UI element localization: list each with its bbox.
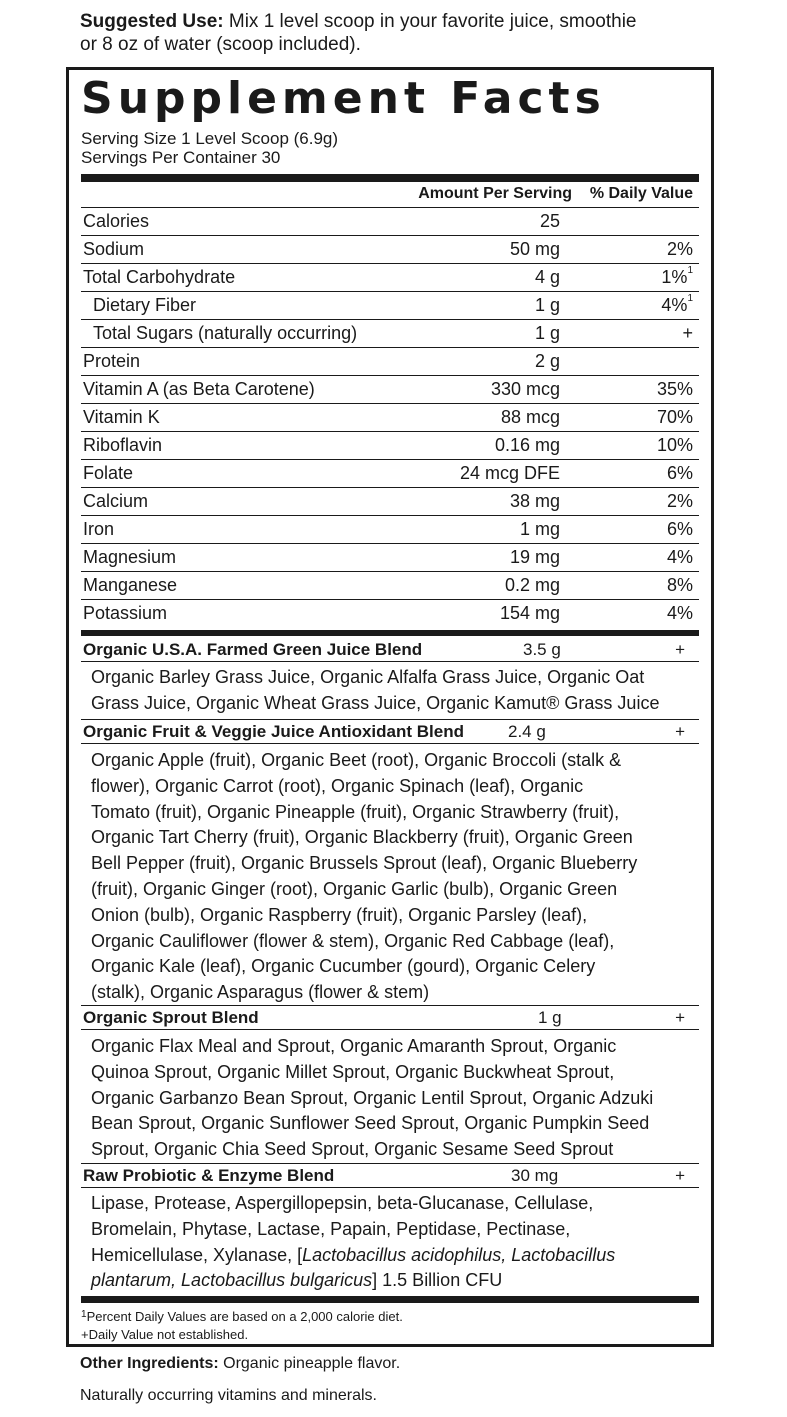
nutrient-row <box>81 572 699 600</box>
daily-value-text: 35% <box>656 379 693 399</box>
blend-name: Organic Fruit & Veggie Juice Antioxidant Blend <box>83 722 464 741</box>
nutrient-amount: 25 <box>539 211 560 231</box>
nutrient-name: Folate <box>83 463 134 483</box>
ingredient-text: ] 1.5 Billion CFU <box>372 1270 503 1291</box>
blend-ingredients <box>91 1191 697 1294</box>
daily-value-text: 2% <box>666 491 693 511</box>
ingredient-line: Bean Sprout, Organic Sunflower Seed Sprout, Organic Pumpkin Seed <box>91 1113 650 1134</box>
serving-size: Serving Size 1 Level Scoop (6.9g) <box>81 129 339 148</box>
nutrient-daily-value <box>661 267 693 288</box>
servings-per-container: Servings Per Container 30 <box>81 148 281 167</box>
daily-value-text: 70% <box>656 407 693 427</box>
panel-title: Supplement Facts <box>81 73 606 124</box>
other-ingredients-label: Other Ingredients: <box>80 1355 219 1372</box>
nutrient-name: Sodium <box>83 239 145 259</box>
blend-daily-value: + <box>675 1166 685 1185</box>
nutrient-amount: 1 g <box>534 295 560 315</box>
suggested-use <box>80 10 720 56</box>
nutrient-amount: 50 mg <box>509 239 560 259</box>
daily-value-text: 4% <box>666 603 693 623</box>
ingredient-line: Organic Cauliflower (flower & stem), Organic Red Cabbage (leaf), <box>91 930 615 951</box>
blend-header <box>81 1164 699 1188</box>
nutrient-row <box>81 320 699 348</box>
nutrient-amount: 330 mcg <box>490 379 560 399</box>
ingredient-line: Lipase, Protease, Aspergillopepsin, beta-Glucanase, Cellulase, <box>91 1193 594 1213</box>
nutrient-row <box>81 460 699 488</box>
nutrient-amount: 154 mg <box>499 603 560 623</box>
nutrient-row <box>81 348 699 376</box>
ingredient-line: Organic Garbanzo Bean Sprout, Organic Lentil Sprout, Organic Adzuki <box>91 1087 654 1108</box>
ingredient-line: Organic Tart Cherry (fruit), Organic Blackberry (fruit), Organic Green <box>91 827 633 848</box>
daily-value-text: 6% <box>666 463 693 483</box>
blend-ingredients <box>91 1034 697 1163</box>
daily-value-text: 6% <box>666 519 693 539</box>
blend-name: Organic Sprout Blend <box>83 1008 259 1027</box>
nutrient-amount: 0.16 mg <box>494 435 560 455</box>
footnote-2: +Daily Value not established. <box>81 1327 249 1342</box>
nutrient-daily-value <box>667 547 693 568</box>
nutrient-amount: 2 g <box>534 351 560 371</box>
nutrient-row <box>81 516 699 544</box>
nutrient-amount: 19 mg <box>509 547 560 567</box>
other-ingredients-text: Organic pineapple flavor. <box>218 1355 401 1372</box>
ingredient-line: Organic Kale (leaf), Organic Cucumber (gourd), Organic Celery <box>91 956 596 977</box>
nutrient-name: Iron <box>83 519 115 539</box>
ingredient-text: Hemicellulase, Xylanase, [ <box>91 1244 303 1265</box>
nutrient-row <box>81 404 699 432</box>
daily-value-text: + <box>682 323 693 343</box>
natural-note: Naturally occurring vitamins and minerals. <box>80 1387 377 1404</box>
nutrient-daily-value <box>667 463 693 484</box>
nutrient-amount: 24 mcg DFE <box>459 463 560 483</box>
nutrient-daily-value <box>667 575 693 596</box>
ingredient-line: Tomato (fruit), Organic Pineapple (fruit), Organic Strawberry (fruit), <box>91 801 620 822</box>
suggested-use-text: Mix 1 level scoop in your favorite juice, smoothie <box>223 11 637 32</box>
thick-divider-top <box>81 174 699 182</box>
ingredient-line: Organic Barley Grass Juice, Organic Alfalfa Grass Juice, Organic Oat <box>91 667 645 687</box>
ingredient-line: flower), Organic Carrot (root), Organic Spinach (leaf), Organic <box>91 775 584 796</box>
nutrient-row <box>81 488 699 516</box>
ingredient-text: Lactobacillus acidophilus, Lactobacillus <box>302 1244 616 1265</box>
suggested-use-line1 <box>80 10 720 33</box>
footnote-1-text: Percent Daily Values are based on a 2,000 calorie diet. <box>86 1309 403 1324</box>
nutrient-daily-value <box>682 323 693 344</box>
nutrient-daily-value <box>657 435 693 456</box>
ingredient-line: Grass Juice, Organic Wheat Grass Juice, Organic Kamut® Grass Juice <box>91 692 660 713</box>
footnote-1 <box>81 1308 403 1326</box>
ingredient-line <box>91 1243 697 1269</box>
blend-header <box>81 720 699 744</box>
nutrient-name: Protein <box>83 351 141 371</box>
nutrient-daily-value <box>657 407 693 428</box>
daily-value-text: 4% <box>666 547 693 567</box>
nutrient-daily-value <box>667 491 693 512</box>
blend-daily-value: + <box>675 640 685 659</box>
nutrient-daily-value <box>667 603 693 624</box>
nutrient-amount: 0.2 mg <box>504 575 560 595</box>
blend-header <box>81 1006 699 1030</box>
footnote-marker: 1 <box>687 293 693 304</box>
blend-amount: 1 g <box>538 1008 562 1027</box>
nutrient-name: Dietary Fiber <box>93 295 197 315</box>
blend-amount: 30 mg <box>511 1166 559 1185</box>
nutrient-row <box>81 208 699 236</box>
nutrient-amount: 1 g <box>534 323 560 343</box>
daily-value-text: 8% <box>666 575 693 595</box>
nutrient-row <box>81 292 699 320</box>
other-ingredients <box>80 1355 400 1373</box>
nutrient-row <box>81 264 699 292</box>
nutrient-name: Vitamin A (as Beta Carotene) <box>83 379 315 399</box>
serving-info <box>81 129 338 167</box>
daily-value-text: 1% <box>661 267 688 287</box>
suggested-use-label: Suggested Use: <box>80 11 224 32</box>
header-daily-value: % Daily Value <box>589 185 693 202</box>
thick-divider-bottom <box>81 1296 699 1303</box>
thick-divider-middle <box>81 630 699 636</box>
nutrient-name: Potassium <box>83 603 168 623</box>
ingredient-line <box>91 1268 697 1294</box>
nutrient-amount: 38 mg <box>509 491 560 511</box>
nutrient-daily-value <box>657 379 693 400</box>
daily-value-text: 2% <box>666 239 693 259</box>
ingredient-line: Bell Pepper (fruit), Organic Brussels Sprout (leaf), Organic Blueberry <box>91 853 638 874</box>
nutrient-daily-value <box>667 519 693 540</box>
nutrient-name: Vitamin K <box>83 407 160 427</box>
nutrient-name: Total Carbohydrate <box>83 267 236 287</box>
blend-daily-value: + <box>675 1008 685 1027</box>
column-header <box>81 183 699 207</box>
nutrient-daily-value <box>661 295 693 316</box>
blend-daily-value: + <box>675 722 685 741</box>
nutrient-amount: 1 mg <box>519 519 560 539</box>
blend-amount: 3.5 g <box>523 640 561 659</box>
blend-name: Organic U.S.A. Farmed Green Juice Blend <box>83 640 423 659</box>
header-amount-per-serving: Amount Per Serving <box>418 185 572 202</box>
nutrient-row <box>81 544 699 572</box>
nutrient-row <box>81 432 699 460</box>
blend-name: Raw Probiotic & Enzyme Blend <box>83 1166 335 1185</box>
blend-ingredients <box>91 665 697 717</box>
nutrient-name: Total Sugars (naturally occurring) <box>93 323 358 343</box>
ingredient-line: Organic Flax Meal and Sprout, Organic Amaranth Sprout, Organic <box>91 1036 617 1056</box>
nutrient-daily-value <box>667 239 693 260</box>
nutrient-row <box>81 236 699 264</box>
supplement-facts-panel <box>66 67 714 1347</box>
blend-amount: 2.4 g <box>508 722 546 741</box>
ingredient-line: Quinoa Sprout, Organic Millet Sprout, Organic Buckwheat Sprout, <box>91 1061 615 1082</box>
ingredient-text: plantarum, Lactobacillus bulgaricus <box>91 1270 373 1291</box>
nutrient-name: Manganese <box>83 575 178 595</box>
nutrient-name: Calcium <box>83 491 149 511</box>
blend-header <box>81 638 699 662</box>
ingredient-line: Onion (bulb), Organic Raspberry (fruit), Organic Parsley (leaf), <box>91 904 588 925</box>
nutrient-name: Calories <box>83 211 150 231</box>
daily-value-text: 10% <box>656 435 693 455</box>
footnote-marker: 1 <box>687 265 693 276</box>
ingredient-line: Bromelain, Phytase, Lactase, Papain, Peptidase, Pectinase, <box>91 1218 571 1239</box>
nutrient-name: Riboflavin <box>83 435 163 455</box>
footnote-1-marker: 1 <box>81 1309 87 1320</box>
ingredient-line: Sprout, Organic Chia Seed Sprout, Organic Sesame Seed Sprout <box>91 1139 614 1160</box>
suggested-use-line2: or 8 oz of water (scoop included). <box>80 34 361 55</box>
nutrient-amount: 4 g <box>534 267 560 287</box>
footnotes <box>81 1308 403 1344</box>
ingredient-line: Organic Apple (fruit), Organic Beet (root), Organic Broccoli (stalk & <box>91 750 622 770</box>
daily-value-text: 4% <box>661 295 688 315</box>
nutrient-amount: 88 mcg <box>500 407 560 427</box>
blend-ingredients <box>91 748 697 1006</box>
nutrient-name: Magnesium <box>83 547 177 567</box>
ingredient-line: (fruit), Organic Ginger (root), Organic Garlic (bulb), Organic Green <box>91 878 618 899</box>
ingredient-line: (stalk), Organic Asparagus (flower & stem) <box>91 982 430 1003</box>
nutrient-row <box>81 376 699 404</box>
nutrient-row <box>81 600 699 628</box>
